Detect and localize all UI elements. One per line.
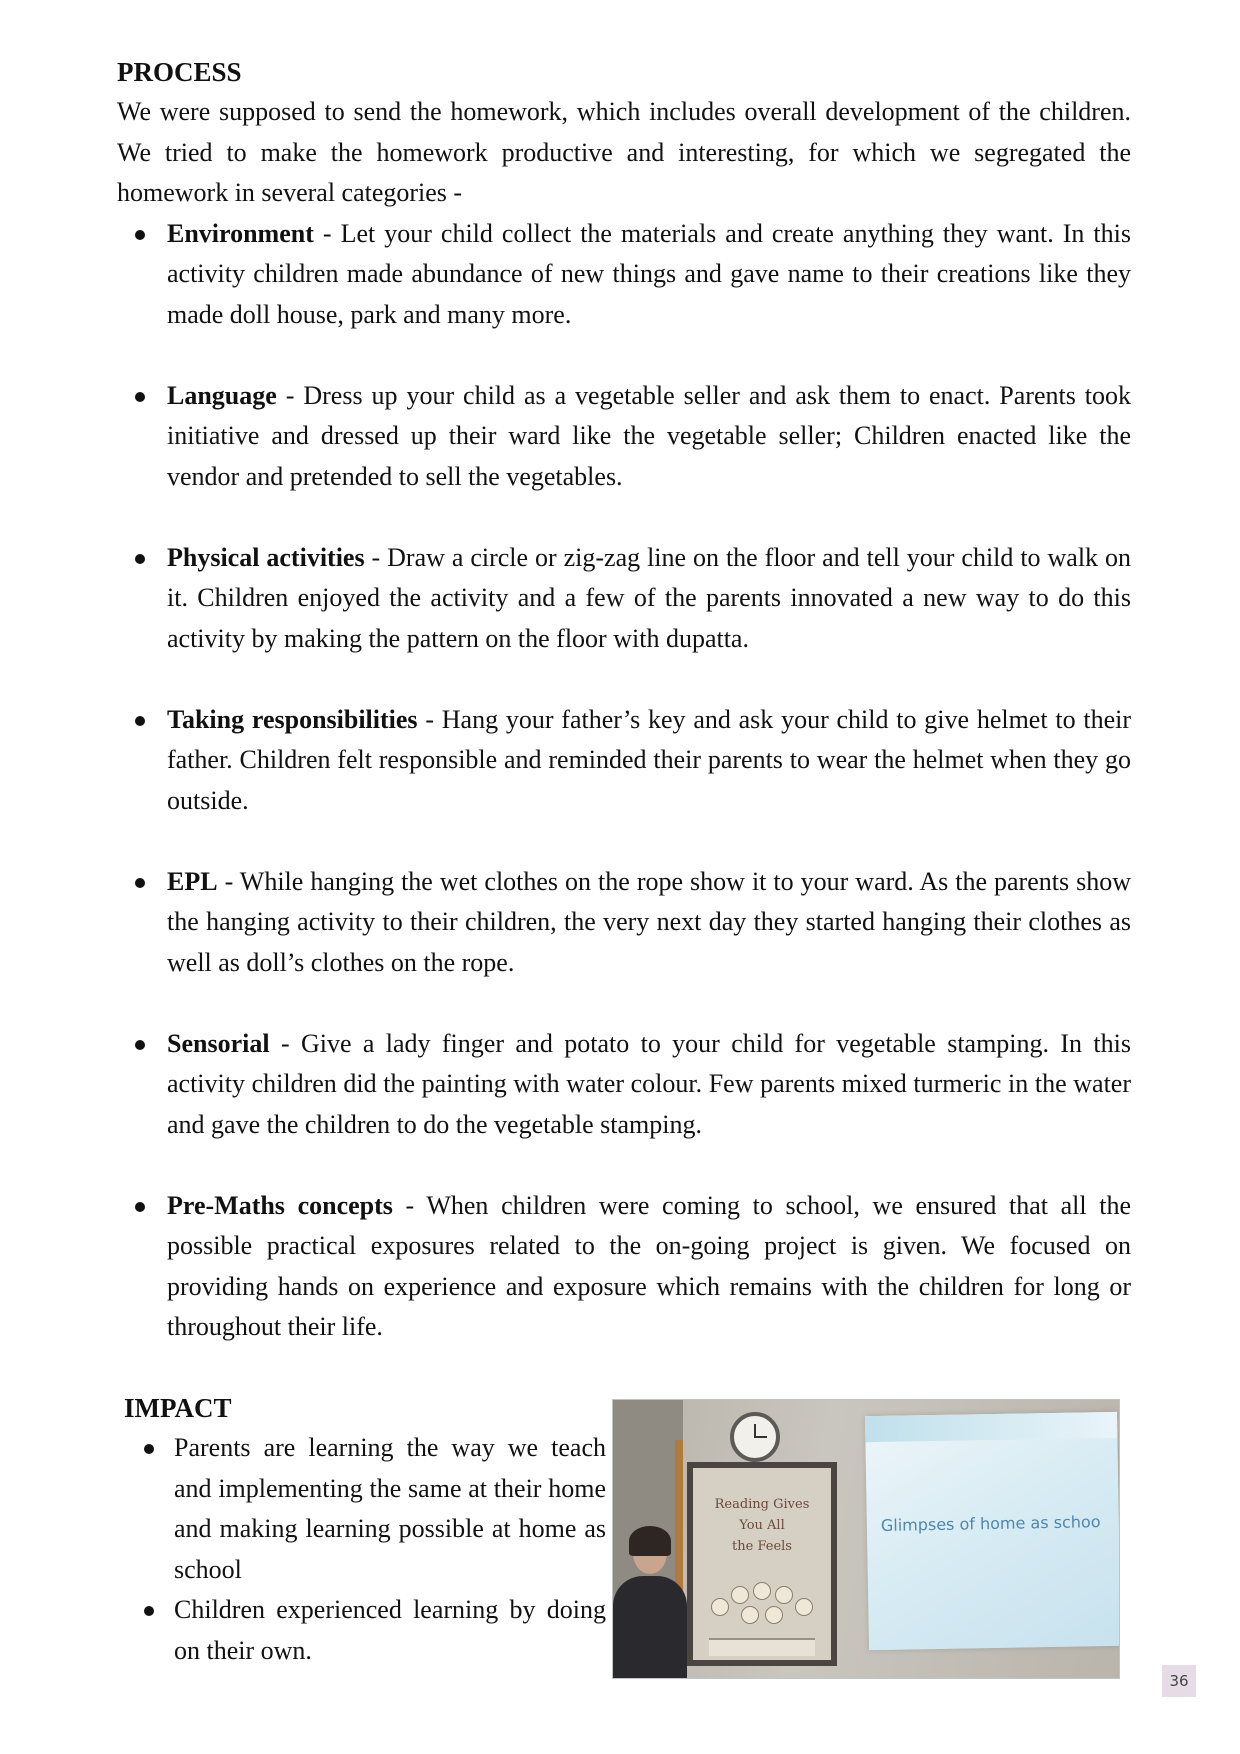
list-item [117,862,1131,984]
item-title: Sensorial [167,1028,270,1058]
process-heading: PROCESS [117,57,242,87]
board-line: You All [739,1518,785,1533]
screen-band [865,1412,1117,1442]
book-drawing [709,1638,815,1656]
item-text: - Draw a circle or zig-zag line on the floor and tell your child to walk on it. Children enjoyed the activity and a few of the parents innovated a new way to do this activity by making the pattern on the floor with dupatta. [167,542,1131,653]
board-line: the Feels [732,1539,792,1554]
face-icon [753,1582,771,1600]
list-item [124,1590,606,1671]
bullet-icon [135,878,145,888]
item-text: - Hang your father’s key and ask your child to give helmet to their father. Children felt responsible and reminded their parents to wear the helmet when they go outside. [167,704,1131,815]
list-item [117,376,1131,498]
process-section [117,52,1131,1388]
bullet-icon [135,1040,145,1050]
emoji-faces [707,1578,817,1638]
page-number: 36 [1162,1665,1196,1697]
list-item [117,700,1131,822]
item-text: - Dress up your child as a vegetable seller and ask them to enact. Parents took initiative and dressed up their ward like the vegetable seller; Children enacted like the vendor and pretended to sell the vegetables. [167,380,1131,491]
face-icon [765,1606,783,1624]
bullet-icon [144,1606,154,1616]
screen-title: Glimpses of home as schoo [880,1512,1101,1535]
bullet-icon [135,392,145,402]
item-title: Physical activities [167,542,365,572]
board-text [693,1494,831,1557]
bullet-icon [144,1444,154,1454]
list-item [124,1428,606,1590]
item-text: - Let your child collect the materials and create anything they want. In this activity children made abundance of new things and gave name to their creations like they made doll house, park and many more. [167,218,1131,329]
item-text: Children experienced learning by doing on their own. [174,1595,606,1665]
bullet-icon [135,554,145,564]
classroom-photo [612,1399,1120,1679]
item-text: - Give a lady finger and potato to your child for vegetable stamping. In this activity children did the painting with water colour. Few parents mixed turmeric in the water and gave the children to do the vegetable stamping. [167,1028,1131,1139]
bullet-icon [135,1202,145,1212]
item-title: Taking responsibilities [167,704,418,734]
item-title: Pre-Maths concepts [167,1190,393,1220]
item-text: - When children were coming to school, we ensured that all the possible practical exposures related to the on-going project is given. We focused on providing hands on experience and exposure which remains with the children for long or throughout their life. [167,1190,1131,1341]
reading-board [687,1462,837,1666]
clock-icon [730,1412,780,1462]
person-body [613,1576,687,1679]
item-text: - While hanging the wet clothes on the rope show it to your ward. As the parents show the hanging activity to their children, the very next day they started hanging their clothes as well as doll’s clothes on the rope. [167,866,1131,977]
face-icon [795,1598,813,1616]
process-list [117,214,1131,1348]
item-title: EPL [167,866,218,896]
item-text: Parents are learning the way we teach and implementing the same at their home and making learning possible at home as school [174,1433,606,1584]
person-hair [629,1526,671,1556]
impact-section [124,1388,606,1671]
list-item [117,214,1131,336]
bullet-icon [135,230,145,240]
impact-list [124,1428,606,1671]
face-icon [741,1606,759,1624]
face-icon [731,1586,749,1604]
board-line: Reading Gives [714,1497,810,1512]
projector-screen [865,1412,1120,1650]
list-item [117,1024,1131,1146]
face-icon [775,1586,793,1604]
item-title: Environment [167,218,314,248]
list-item [117,538,1131,660]
list-item [117,1186,1131,1348]
bullet-icon [135,716,145,726]
impact-heading: IMPACT [124,1393,232,1423]
face-icon [711,1598,729,1616]
item-title: Language [167,380,277,410]
process-intro: We were supposed to send the homework, which includes overall development of the children. We tried to make the homework productive and interesting, for which we segregated the homework in several categories - [117,97,1131,207]
